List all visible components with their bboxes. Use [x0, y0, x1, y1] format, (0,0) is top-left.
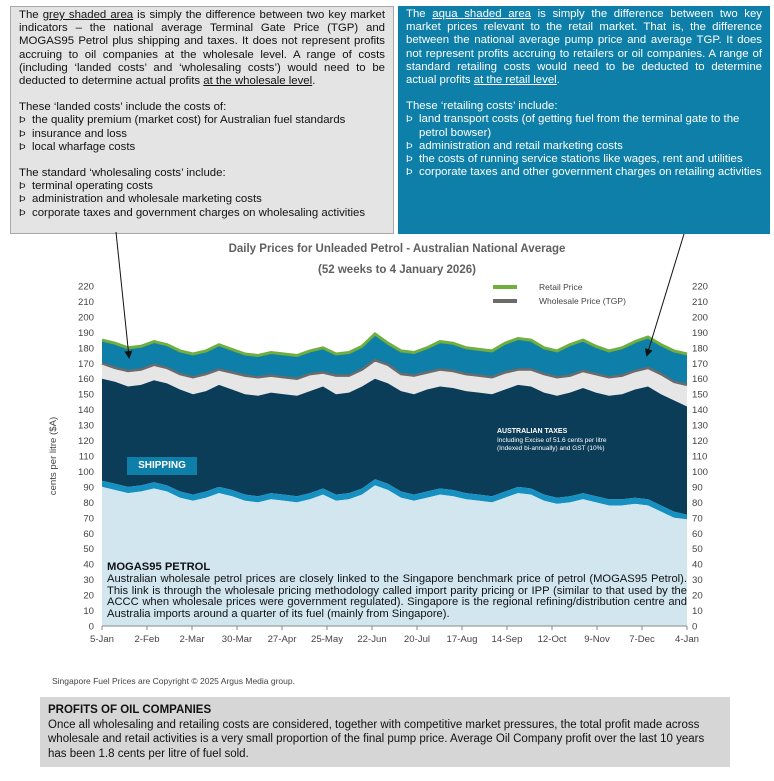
bullet-icon: Þ	[406, 154, 413, 166]
y-tick-label-left: 210	[77, 296, 94, 308]
taxes-line-1: Including Excise of 51.6 cents per litre	[497, 436, 607, 444]
y-tick-label-left: 100	[77, 466, 94, 478]
list-item-text: administration and wholesale marketing costs	[32, 193, 262, 206]
y-tick-label-left: 30	[83, 575, 94, 587]
y-tick-label-right: 170	[692, 358, 709, 370]
x-tick-label: 20-Jul	[403, 634, 431, 645]
x-tick-label: 27-Apr	[267, 634, 297, 645]
bullet-icon: Þ	[19, 181, 26, 193]
y-tick-label-left: 50	[83, 544, 94, 556]
y-tick-label-right: 180	[692, 343, 709, 355]
aqua-pointer-arrow	[647, 234, 684, 355]
y-tick-label-right: 100	[692, 466, 709, 478]
y-tick-label-right: 110	[692, 451, 708, 463]
legend-retail-label: Retail Price	[539, 282, 583, 292]
x-tick-label: 30-Mar	[221, 634, 253, 645]
y-tick-label-right: 120	[692, 436, 709, 448]
y-tick-label-right: 50	[692, 544, 703, 556]
shipping-label: SHIPPING	[127, 457, 197, 475]
grey-text-b: is simply the difference between two key market indicators – the national average Terminal Gate Price (TGP) and MOGAS95 Petrol plus shipping and taxes. It does not represent profits accruing to oil companies at the wholesale level. A range of costs (including ‘landed costs’ and ‘wholesaling costs’) would need to be deducted to determine actual profits	[19, 9, 386, 88]
landed-costs-heading: These ‘landed costs’ include the costs of:	[19, 101, 227, 114]
aqua-area-link: aqua shaded area	[432, 8, 531, 20]
grey-wholesale-level: at the wholesale level	[203, 75, 313, 88]
mogas-annotation	[107, 562, 687, 621]
list-item-text: corporate taxes and government charges on wholesaling activities	[32, 206, 366, 219]
x-tick-label: 4-Jan	[675, 634, 699, 645]
y-tick-label-right: 130	[692, 420, 709, 432]
y-tick-label-right: 150	[692, 389, 709, 401]
y-tick-label-right: 40	[692, 559, 703, 571]
bullet-icon: Þ	[19, 115, 26, 127]
list-item-text: land transport costs (of getting fuel from the terminal gate to the petrol bowser)	[419, 113, 740, 139]
x-tick-label: 12-Oct	[537, 634, 567, 645]
bullet-icon: Þ	[19, 141, 26, 153]
copyright-note: Singapore Fuel Prices are Copyright © 2025 Argus Media group.	[52, 676, 295, 686]
y-tick-label-left: 200	[77, 312, 94, 324]
retailing-costs-heading: These ‘retailing costs’ include:	[406, 100, 558, 113]
y-tick-label-right: 160	[692, 374, 709, 386]
y-tick-label-left: 180	[77, 343, 94, 355]
y-tick-label-left: 0	[88, 621, 94, 633]
profits-text: Once all wholesaling and retailing costs are considered, together with competitive market pressures, the total profit made across wholesale and retail activities is a very small proportion of the final pump price. Average Oil Company profit over the last 10 years has been 1.8 cents per litre of fuel sold.	[48, 718, 705, 760]
y-tick-label-right: 190	[692, 327, 709, 339]
mogas-text: Australian wholesale petrol prices are closely linked to the Singapore benchmark price of petrol (MOGAS95 Petrol). This link is through the wholesale pricing methodology called import parity pricing or IPP (similar to that used by the ACCC when wholesale prices were government regulated). Singapore is the regional refining/distribution centre and Australia imports around a quarter of its fuel (mainly from Singapore).	[107, 572, 687, 621]
y-tick-label-left: 40	[83, 559, 94, 571]
y-tick-label-left: 60	[83, 528, 94, 540]
grey-text-a: The	[19, 9, 43, 21]
x-tick-label: 14-Sep	[491, 634, 523, 645]
y-tick-label-right: 10	[692, 606, 703, 618]
y-tick-label-right: 30	[692, 575, 703, 587]
x-tick-label: 9-Nov	[584, 634, 610, 645]
grey-pointer-arrow	[116, 232, 129, 357]
y-tick-label-right: 90	[692, 482, 703, 494]
bullet-icon: Þ	[406, 114, 413, 126]
list-item-text: terminal operating costs	[32, 180, 153, 193]
y-tick-label-left: 140	[77, 405, 94, 417]
chart-subtitle: (52 weeks to 4 January 2026)	[318, 264, 476, 276]
y-tick-label-right: 210	[692, 296, 709, 308]
y-tick-label-left: 10	[83, 606, 94, 618]
y-tick-label-left: 220	[77, 281, 94, 293]
x-tick-label: 7-Dec	[629, 634, 655, 645]
x-tick-label: 5-Jan	[90, 634, 114, 645]
bullet-icon: Þ	[19, 128, 26, 140]
wholesaling-costs-heading: The standard ‘wholesaling costs’ include:	[19, 167, 226, 180]
y-tick-label-right: 60	[692, 528, 703, 540]
x-tick-label: 17-Aug	[446, 634, 478, 645]
y-tick-label-left: 110	[78, 451, 94, 463]
bullet-icon: Þ	[406, 140, 413, 152]
y-tick-label-left: 130	[77, 420, 94, 432]
grey-text-end: .	[312, 75, 316, 88]
list-item-text: corporate taxes and other government charges on retailing activities	[419, 166, 762, 179]
profits-box	[40, 697, 730, 767]
y-tick-label-right: 200	[692, 312, 709, 324]
chart-title: Daily Prices for Unleaded Petrol - Australian National Average	[228, 243, 566, 255]
taxes-line-2: (Indexed bi-annually) and GST (10%)	[497, 445, 605, 452]
list-item-text: insurance and loss	[32, 127, 127, 140]
list-item-text: administration and retail marketing costs	[419, 139, 623, 152]
aqua-retail-level: at the retail level	[473, 74, 557, 87]
bullet-icon: Þ	[19, 207, 26, 219]
y-tick-label-left: 170	[77, 358, 94, 370]
x-tick-label: 25-May	[311, 634, 343, 645]
taxes-title: AUSTRALIAN TAXES	[497, 428, 568, 435]
y-tick-label-left: 70	[83, 513, 94, 525]
x-tick-label: 2-Feb	[134, 634, 160, 645]
mogas-title: MOGAS95 PETROL	[107, 561, 211, 573]
x-tick-label: 2-Mar	[179, 634, 205, 645]
y-tick-label-right: 70	[692, 513, 703, 525]
bullet-icon: Þ	[406, 167, 413, 179]
list-item-text: local wharfage costs	[32, 140, 136, 153]
profits-title: PROFITS OF OIL COMPANIES	[48, 704, 212, 716]
y-tick-label-right: 0	[692, 621, 698, 633]
aqua-text-a: The	[406, 8, 433, 20]
y-tick-label-left: 20	[83, 590, 94, 602]
bullet-icon: Þ	[19, 194, 26, 206]
y-tick-label-right: 220	[692, 281, 709, 293]
list-item-text: the quality premium (market cost) for Australian fuel standards	[32, 114, 346, 127]
grey-area-link: grey shaded area	[42, 9, 134, 21]
y-tick-label-left: 160	[77, 374, 94, 386]
y-tick-label-right: 80	[692, 497, 703, 509]
taxes-label	[497, 428, 606, 454]
aqua-text-b: is simply the difference between two key market prices relevant to the retail market. That is, the difference between the national average pump price and average TGP. It does not represent profits accruing to retailers or oil companies. A range of standard retailing costs would need to be deducted to determine actual profits	[406, 8, 762, 87]
list-item-text: the costs of running service stations like wages, rent and utilities	[419, 153, 743, 166]
y-tick-label-right: 20	[692, 590, 703, 602]
y-tick-label-left: 120	[77, 436, 94, 448]
legend-tgp-label: Wholesale Price (TGP)	[539, 296, 626, 306]
y-tick-label-left: 80	[83, 497, 94, 509]
y-tick-label-right: 140	[692, 405, 709, 417]
y-tick-label-left: 150	[77, 389, 94, 401]
y-tick-label-left: 90	[83, 482, 94, 494]
y-tick-label-left: 190	[77, 327, 94, 339]
aqua-text-end: .	[556, 74, 560, 87]
x-tick-label: 22-Jun	[357, 634, 387, 645]
y-axis-label: cents per litre ($A)	[48, 416, 59, 496]
